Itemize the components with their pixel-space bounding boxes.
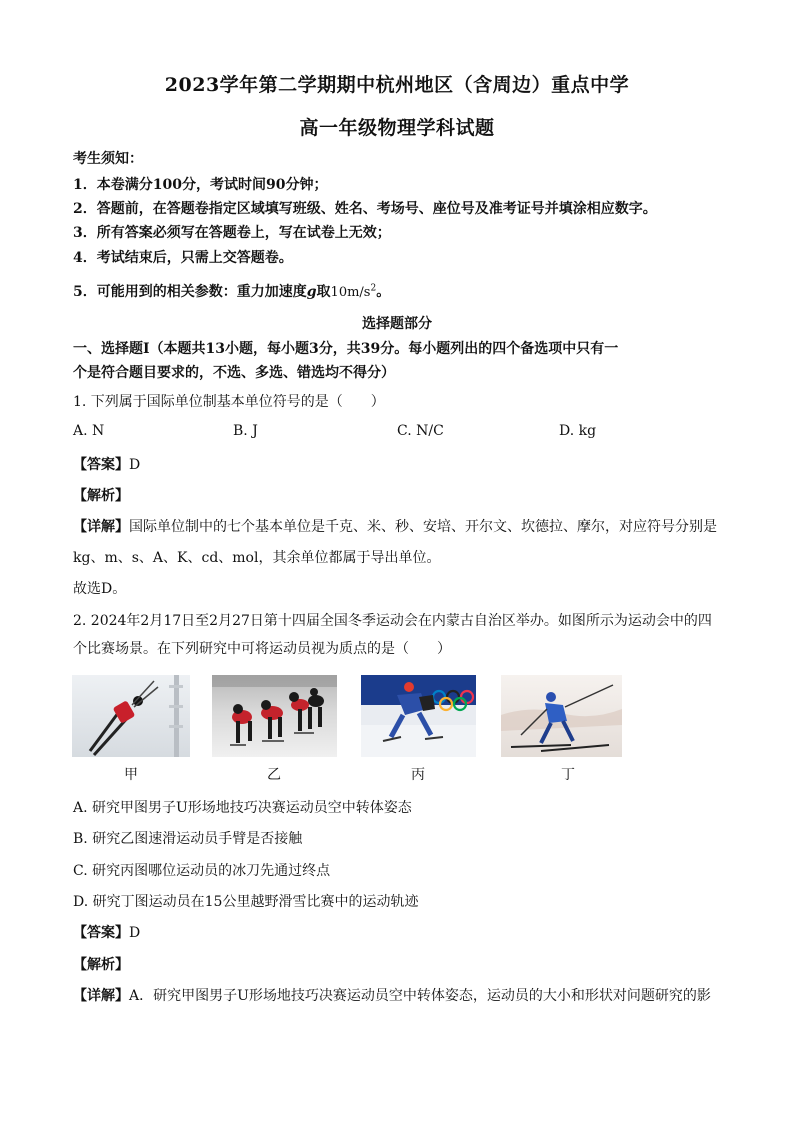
q2-detail-tag: 【详解】 [73,988,129,1004]
caption-bing: 丙 [411,767,425,783]
q1-analysis-tag: 【解析】 [73,488,129,504]
q2-detail-line1 [73,985,711,1005]
q2-option-c: C. 研究丙图哪位运动员的冰刀先通过终点 [73,863,331,879]
notice-item-5-mid: 取 [316,284,331,300]
exam-title: 2023学年第二学期期中杭州地区（含周边）重点中学 [164,74,630,96]
notice-item-5-prefix: 5．可能用到的相关参数：重力加速度 [73,284,307,300]
q2-analysis-tag: 【解析】 [73,957,129,973]
q2-answer-value: D [129,925,141,941]
q1-answer-tag: 【答案】 [73,457,129,473]
q2-stem-line1: 2. 2024年2月17日至2月27日第十四届全国冬季运动会在内蒙古自治区举办。如图所示为运动会中的四 [73,613,712,629]
caption-yi: 乙 [267,767,281,783]
gravity-value-text: 10m/s [330,285,371,300]
q1-option-b: B. J [233,423,258,439]
q1-answer-value: D [129,457,141,473]
section-heading-line2: 个是符合题目要求的，不选、多选、错选均不得分） [73,365,395,381]
notice-item-5 [73,281,390,301]
notice-heading: 考生须知： [73,151,143,167]
photo-ding-cross-country-skier [501,675,622,757]
q2-answer-tag: 【答案】 [73,925,129,941]
q2-detail-text: A．研究甲图男子U形场地技巧决赛运动员空中转体姿态，运动员的大小和形状对问题研究的影 [129,988,711,1004]
notice-item-2: 2．答题前，在答题卷指定区域填写班级、姓名、考场号、座位号及准考证号并填涂相应数字。 [73,201,657,217]
q1-answer [73,454,140,474]
notice-item-1: 1．本卷满分100分，考试时间90分钟； [73,177,328,193]
gravity-symbol: g [306,284,317,300]
q1-stem: 1. 下列属于国际单位制基本单位符号的是（ ） [73,394,385,410]
caption-ding: 丁 [561,767,575,783]
photo-bing-short-track [361,675,476,757]
q1-option-a: A. N [73,423,105,439]
q1-detail-line1 [73,516,717,536]
q2-option-d: D. 研究丁图运动员在15公里越野滑雪比赛中的运动轨迹 [73,894,419,910]
q2-answer [73,922,140,942]
photo-yi-speed-skaters [212,675,337,757]
exam-subtitle: 高一年级物理学科试题 [299,117,495,139]
notice-item-3: 3．所有答案必须写在答题卷上，写在试卷上无效； [73,225,391,241]
q1-detail-tag: 【详解】 [73,519,129,535]
q2-option-a: A. 研究甲图男子U形场地技巧决赛运动员空中转体姿态 [73,800,412,816]
section-heading-line1: 一、选择题Ⅰ（本题共13小题，每小题3分，共39分。每小题列出的四个备选项中只有一 [73,341,619,357]
q2-option-b: B. 研究乙图速滑运动员手臂是否接触 [73,831,303,847]
q2-stem-line2: 个比赛场景。在下列研究中可将运动员视为质点的是（ ） [73,641,451,657]
q1-conclusion: 故选D。 [73,581,127,597]
gravity-value [331,285,377,300]
gravity-value-exponent: 2 [370,283,377,294]
section-title: 选择题部分 [362,316,432,332]
photo-jia-aerial-skier [72,675,190,757]
notice-item-4: 4．考试结束后，只需上交答题卷。 [73,250,293,266]
q1-detail-text: 国际单位制中的七个基本单位是千克、米、秒、安培、开尔文、坎德拉、摩尔，对应符号分别是 [129,519,717,535]
caption-jia: 甲 [124,767,138,783]
q1-detail-line2: kg、m、s、A、K、cd、mol，其余单位都属于导出单位。 [73,550,441,566]
q1-option-c: C. N/C [397,423,444,439]
q1-option-d: D. kg [559,423,597,439]
notice-item-5-end: 。 [376,284,391,300]
